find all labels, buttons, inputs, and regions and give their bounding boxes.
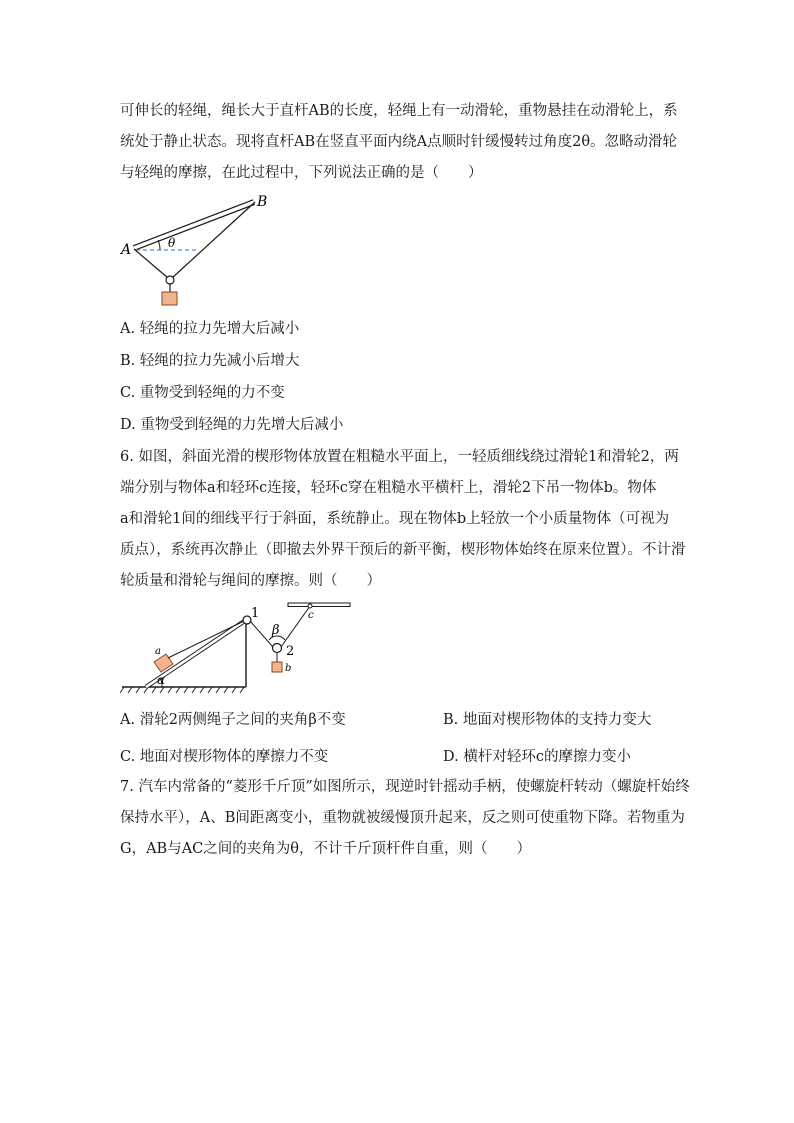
label-1: 1 [251,606,260,621]
rope-right [172,202,255,278]
q5-line: 可伸长的轻绳，绳长大于直杆AB的长度，轻绳上有一动滑轮，重物悬挂在动滑轮上，系 [120,103,678,119]
q6-line: 轮质量和滑轮与绳间的摩擦。则（ ） [120,573,381,589]
q6-figure [120,600,360,695]
q5-stem [120,96,678,189]
q6-stem [120,442,686,597]
weight-box [162,292,177,305]
rod-ab-inner [134,202,254,248]
label-beta: β [272,623,280,638]
pulley-icon [166,276,174,284]
q6-line: 端分别与物体a和轻环c连接，轻环c穿在粗糙水平横杆上，滑轮2下吊一物体b。物体 [120,480,657,496]
q6-line: 6. 如图，斜面光滑的楔形物体放置在粗糙水平面上，一轻质细线绕过滑轮1和滑轮2，两 [120,449,679,465]
q7-line: G，AB与AC之间的夹角为θ，不计千斤顶杆件自重，则（ ） [120,841,532,857]
label-a: a [155,646,161,657]
label-b: B [257,194,268,210]
rope-left [134,249,168,278]
block-b [272,662,282,672]
label-alpha: α [157,673,166,687]
ground-hatch [120,687,244,693]
string-a-to-pulley1 [168,621,244,658]
q6-option-c[interactable]: C. 地面对楔形物体的摩擦力不变 [120,749,329,765]
horizontal-bar [288,603,350,607]
q5-option-c[interactable]: C. 重物受到轻绳的力不变 [120,385,285,401]
label-c: c [308,610,314,621]
pulley-1-icon [243,616,251,624]
q5-figure [118,192,278,310]
pulley-2-icon [273,644,282,653]
q6-line: a和滑轮1间的细线平行于斜面，系统静止。现在物体b上轻放一个小质量物体（可视为 [120,511,670,527]
label-b: b [285,663,292,674]
q7-stem [120,772,690,865]
ring-c-icon [308,604,312,608]
q5-option-a[interactable]: A. 轻绳的拉力先增大后减小 [120,321,300,337]
q7-line: 保持水平），A、B间距离变小，重物就被缓慢顶升起来，反之则可使重物下降。若物重为 [120,810,685,826]
label-a: A [121,242,132,258]
q6-option-b[interactable]: B. 地面对楔形物体的支持力变大 [443,712,652,728]
q5-option-b[interactable]: B. 轻绳的拉力先减小后增大 [120,353,300,369]
string-left-of-pulley2 [250,621,273,647]
q5-line: 统处于静止状态。现将直杆AB在竖直平面内绕A点顺时针缓慢转过角度2θ。忽略动滑轮 [120,134,678,150]
q6-option-d[interactable]: D. 横杆对轻环c的摩擦力变小 [443,749,631,765]
string-right-of-pulley2 [281,606,310,647]
theta-arc [158,240,160,250]
q7-line: 7. 汽车内常备的“菱形千斤顶”如图所示，现逆时针摇动手柄，使螺旋杆转动（螺旋杆始终 [120,779,690,795]
label-2: 2 [286,644,295,659]
q5-line: 与轻绳的摩擦，在此过程中，下列说法正确的是（ ） [120,165,483,181]
q6-option-a[interactable]: A. 滑轮2两侧绳子之间的夹角β不变 [120,712,346,728]
q6-line: 质点），系统再次静止（即撤去外界干预后的新平衡，楔形物体始终在原来位置）。不计滑 [120,542,686,558]
label-theta: θ [168,236,176,250]
q5-option-d[interactable]: D. 重物受到轻绳的力先增大后减小 [120,417,344,433]
